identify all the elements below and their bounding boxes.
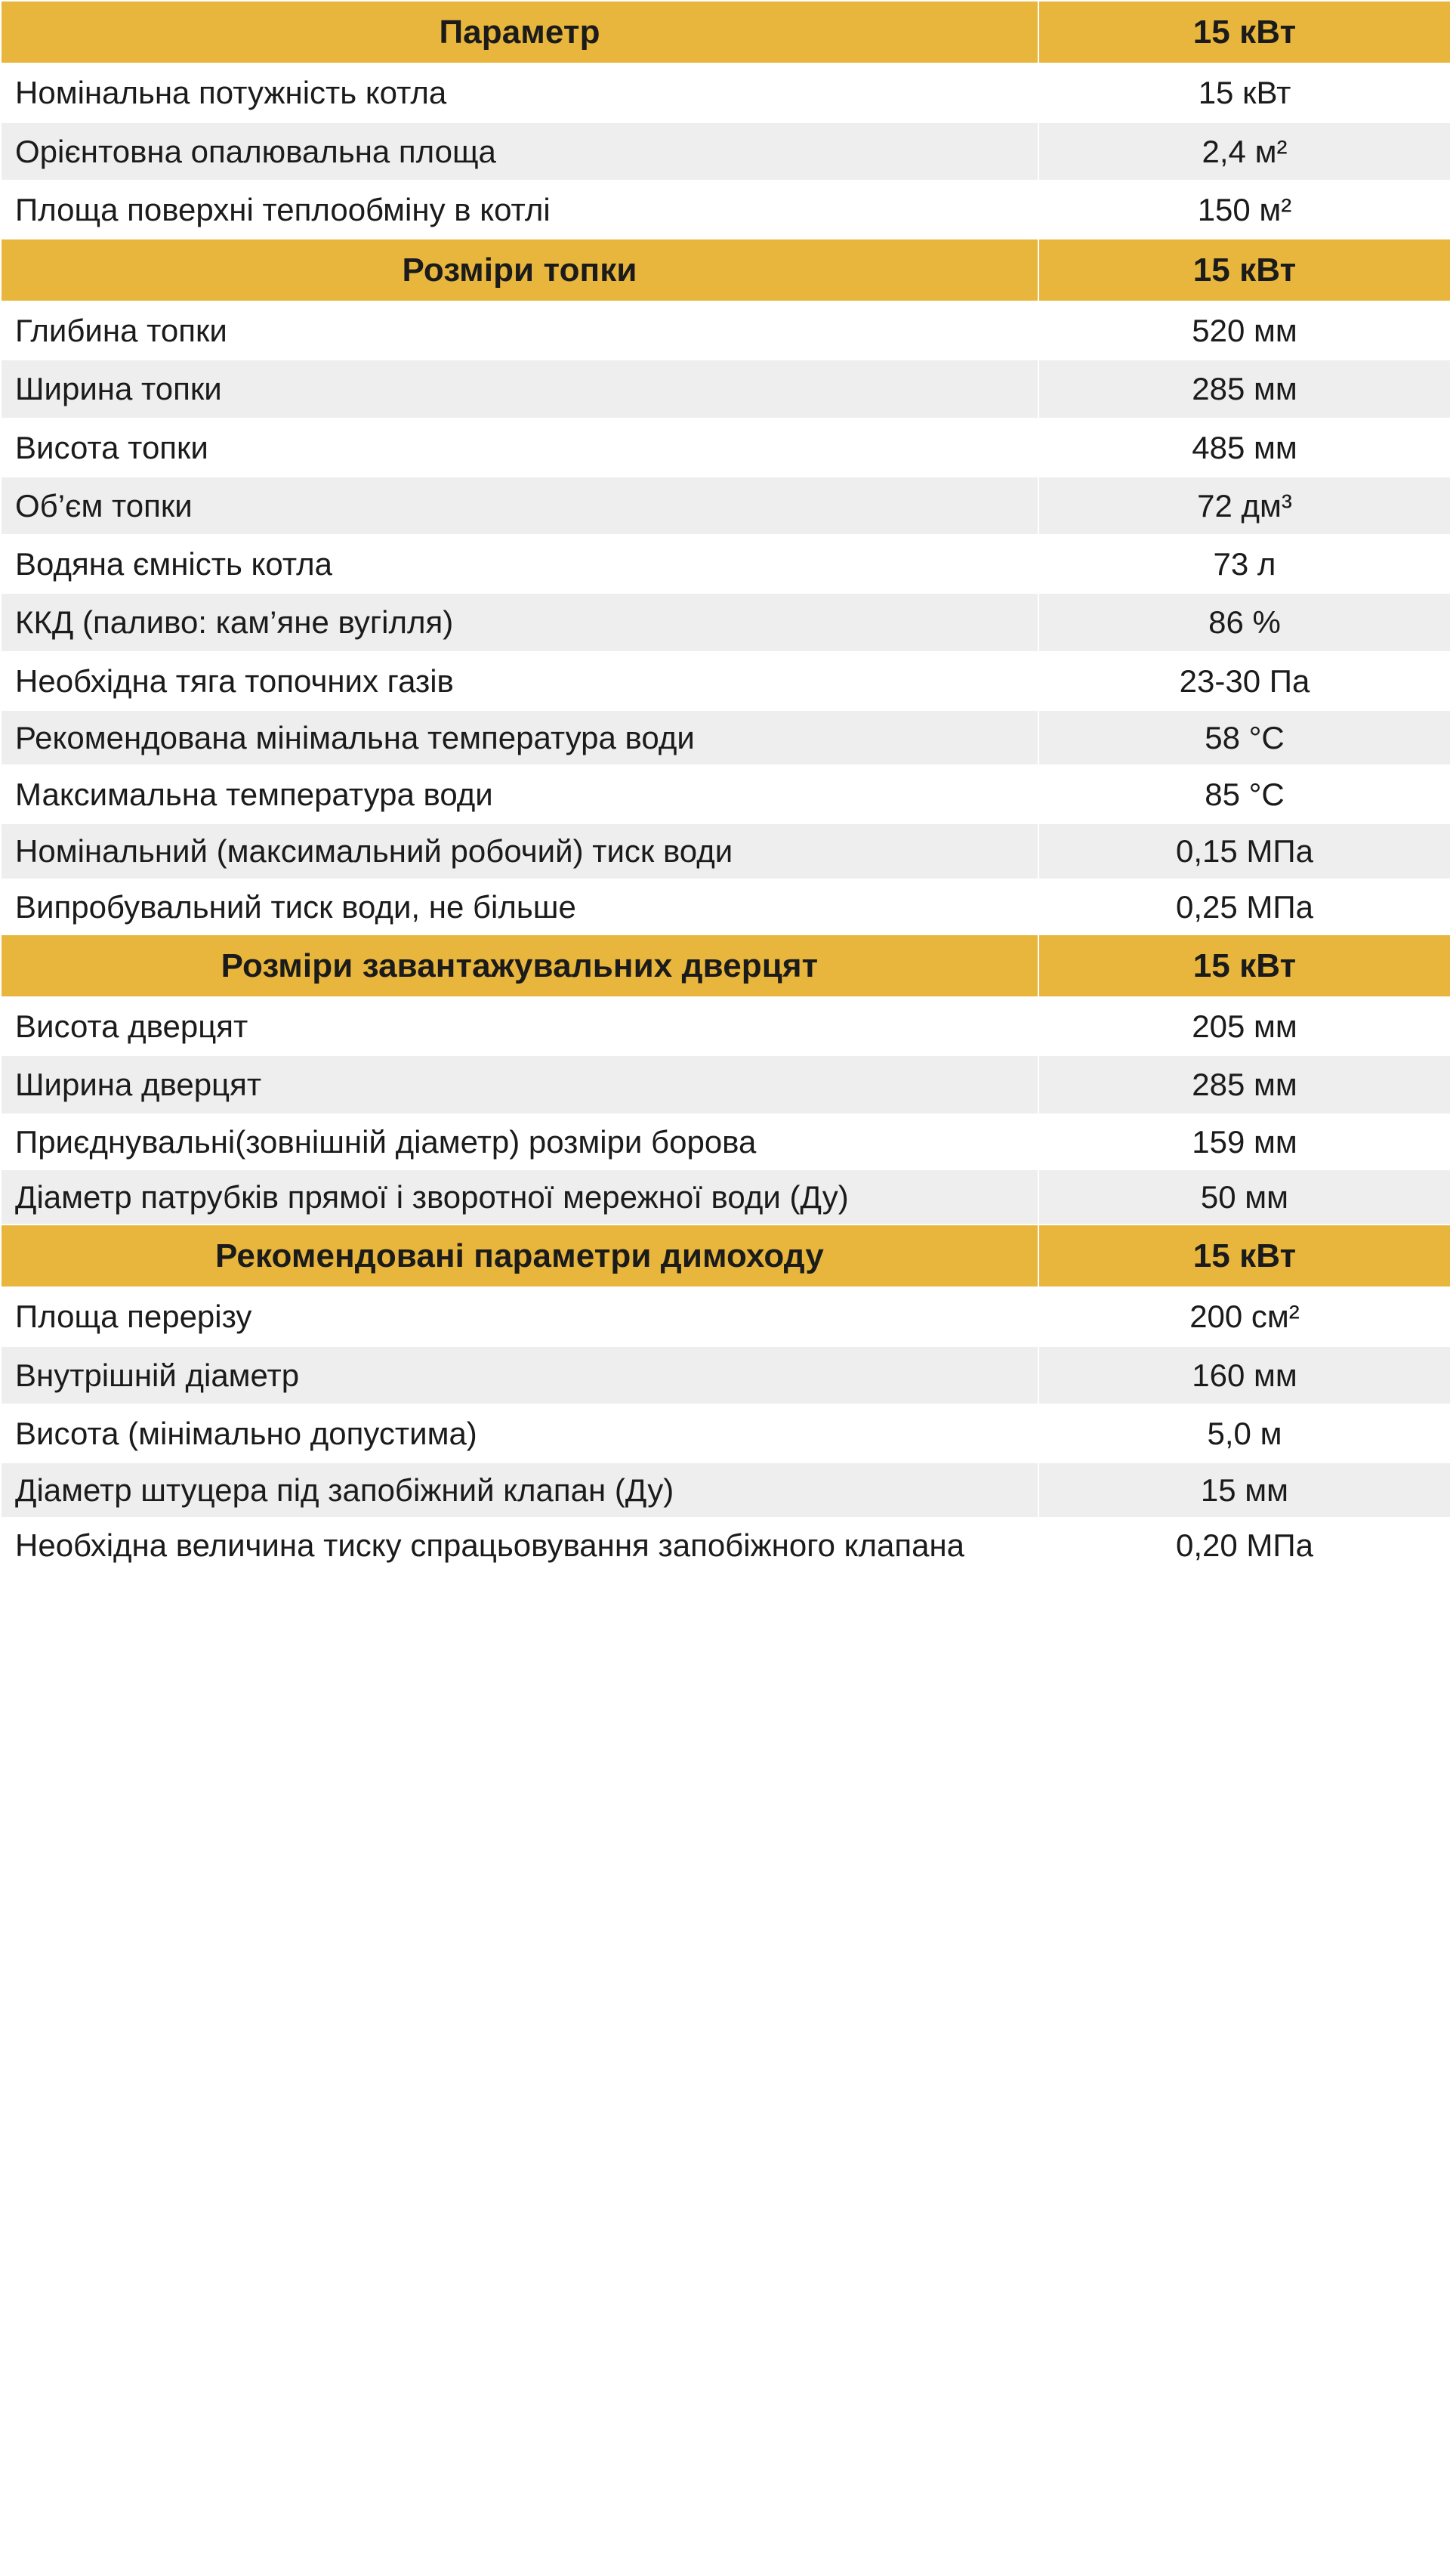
section-header-label: Параметр [1,1,1038,63]
table-row [1,593,1450,651]
table-row [1,301,1450,360]
section-header-label: Розміри завантажувальних дверцят [1,934,1038,997]
table-row [1,122,1450,181]
section-header-value: 15 кВт [1038,934,1450,997]
parameter-value-cell: 160 мм [1038,1346,1450,1404]
parameter-name-cell: Водяна ємність котла [1,535,1038,593]
table-row [1,997,1450,1055]
section-header-value: 15 кВт [1038,1225,1450,1287]
parameter-value-cell: 200 см² [1038,1287,1450,1345]
section-header-row [1,1225,1450,1287]
parameter-name-cell: Номінальний (максимальний робочий) тиск води [1,823,1038,879]
parameter-name-cell: Рекомендована мінімальна температура води [1,710,1038,765]
parameter-value-cell: 58 °C [1038,710,1450,765]
parameter-name-cell: Орієнтовна опалювальна площа [1,122,1038,181]
parameter-value-cell: 73 л [1038,535,1450,593]
parameter-value-cell: 15 мм [1038,1463,1450,1518]
table-row [1,1287,1450,1345]
parameter-name-cell: Висота (мінімально допустима) [1,1404,1038,1463]
table-row [1,419,1450,477]
table-row [1,879,1450,934]
parameter-name-cell: Об’єм топки [1,477,1038,535]
table-row [1,1518,1450,1573]
parameter-name-cell: Необхідна величина тиску спрацьовування запобіжного клапана [1,1518,1038,1573]
section-header-row [1,239,1450,301]
parameter-name-cell: Ширина топки [1,360,1038,418]
table-body [1,1,1450,1573]
table-row [1,360,1450,418]
parameter-value-cell: 0,20 МПа [1038,1518,1450,1573]
table-row [1,1404,1450,1463]
table-row [1,1463,1450,1518]
parameter-value-cell: 72 дм³ [1038,477,1450,535]
parameter-name-cell: Діаметр штуцера під запобіжний клапан (Ду) [1,1463,1038,1518]
parameter-value-cell: 205 мм [1038,997,1450,1055]
table-row [1,765,1450,823]
parameter-name-cell: Необхідна тяга топочних газів [1,652,1038,710]
parameter-value-cell: 15 кВт [1038,63,1450,122]
table-row [1,181,1450,239]
parameter-value-cell: 86 % [1038,593,1450,651]
table-row [1,1055,1450,1113]
table-row [1,823,1450,879]
parameter-value-cell: 5,0 м [1038,1404,1450,1463]
section-header-value: 15 кВт [1038,1,1450,63]
parameter-value-cell: 0,25 МПа [1038,879,1450,934]
parameter-name-cell: Глибина топки [1,301,1038,360]
parameter-name-cell: Приєднувальні(зовнішній діаметр) розміри борова [1,1114,1038,1169]
parameter-name-cell: Максимальна температура води [1,765,1038,823]
table-row [1,1169,1450,1225]
parameter-name-cell: Висота дверцят [1,997,1038,1055]
parameter-name-cell: ККД (паливо: кам’яне вугілля) [1,593,1038,651]
section-header-label: Рекомендовані параметри димоходу [1,1225,1038,1287]
section-header-label: Розміри топки [1,239,1038,301]
parameter-name-cell: Ширина дверцят [1,1055,1038,1113]
table-row [1,63,1450,122]
table-row [1,710,1450,765]
parameter-name-cell: Висота топки [1,419,1038,477]
parameter-value-cell: 50 мм [1038,1169,1450,1225]
parameter-value-cell: 285 мм [1038,1055,1450,1113]
section-header-row [1,934,1450,997]
table-row [1,652,1450,710]
table-row [1,1114,1450,1169]
parameter-value-cell: 23-30 Па [1038,652,1450,710]
table-row [1,1346,1450,1404]
parameter-value-cell: 0,15 МПа [1038,823,1450,879]
parameter-name-cell: Площа поверхні теплообміну в котлі [1,181,1038,239]
parameter-value-cell: 159 мм [1038,1114,1450,1169]
parameter-value-cell: 485 мм [1038,419,1450,477]
parameter-name-cell: Номінальна потужність котла [1,63,1038,122]
table-row [1,477,1450,535]
parameter-value-cell: 85 °C [1038,765,1450,823]
parameter-name-cell: Діаметр патрубків прямої і зворотної мережної води (Ду) [1,1169,1038,1225]
parameter-name-cell: Площа перерізу [1,1287,1038,1345]
section-header-row [1,1,1450,63]
parameter-value-cell: 285 мм [1038,360,1450,418]
table-row [1,535,1450,593]
parameter-name-cell: Внутрішній діаметр [1,1346,1038,1404]
parameter-value-cell: 520 мм [1038,301,1450,360]
section-header-value: 15 кВт [1038,239,1450,301]
parameter-name-cell: Випробувальний тиск води, не більше [1,879,1038,934]
parameter-value-cell: 150 м² [1038,181,1450,239]
parameter-value-cell: 2,4 м² [1038,122,1450,181]
